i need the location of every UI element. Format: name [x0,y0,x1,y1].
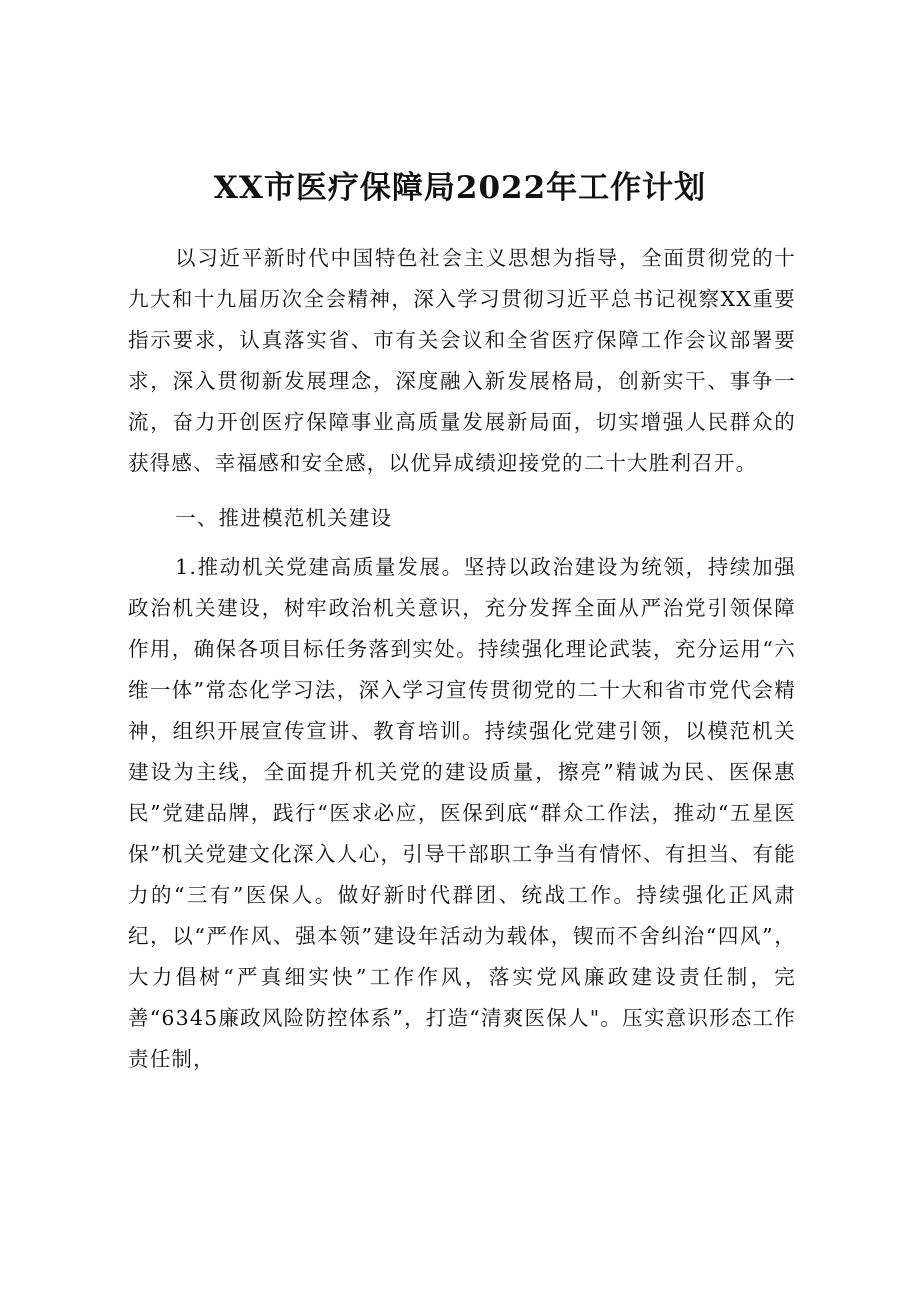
document-title: XX市医疗保障局2022年工作计划 [213,170,707,206]
document-body [128,238,796,1080]
section-paragraph: 1.推动机关党建高质量发展。坚持以政治建设为统领，持续加强政治机关建设，树牢政治机关意识，充分发挥全面从严治党引领保障作用，确保各项目标任务落到实处。持续强化理论武装，充分运用“六维一体”常态化学习法，深入学习宣传贯彻党的二十大和省市党代会精神，组织开展宣传宣讲、教育培训。持续强化党建引领，以模范机关建设为主线，全面提升机关党的建设质量，擦亮”精诚为民、医保惠民”党建品牌，践行“医求必应，医保到底“群众工作法，推动“五星医保”机关党建文化深入人心，引导干部职工争当有情怀、有担当、有能力的“三有”医保人。做好新时代群团、统战工作。持续强化正风肃纪，以“严作风、强本领”建设年活动为载体，锲而不舍纠治“四风”，大力倡树“严真细实快”工作作风，落实党风廉政建设责任制，完善“6345廉政风险防控体系”，打造“清爽医保人"。压实意识形态工作责任制， [128,555,796,1071]
intro-paragraph: 以习近平新时代中国特色社会主义思想为指导，全面贯彻党的十九大和十九届历次全会精神，深入学习贯彻习近平总书记视察XX重要指示要求，认真落实省、市有关会议和全省医疗保障工作会议部署要求，深入贯彻新发展理念，深度融入新发展格局，创新实干、事争一流，奋力开创医疗保障事业高质量发展新局面，切实增强人民群众的获得感、幸福感和安全感，以优异成绩迎接党的二十大胜利召开。 [128,246,796,475]
section-heading: 一、推进模范机关建设 [175,506,393,530]
